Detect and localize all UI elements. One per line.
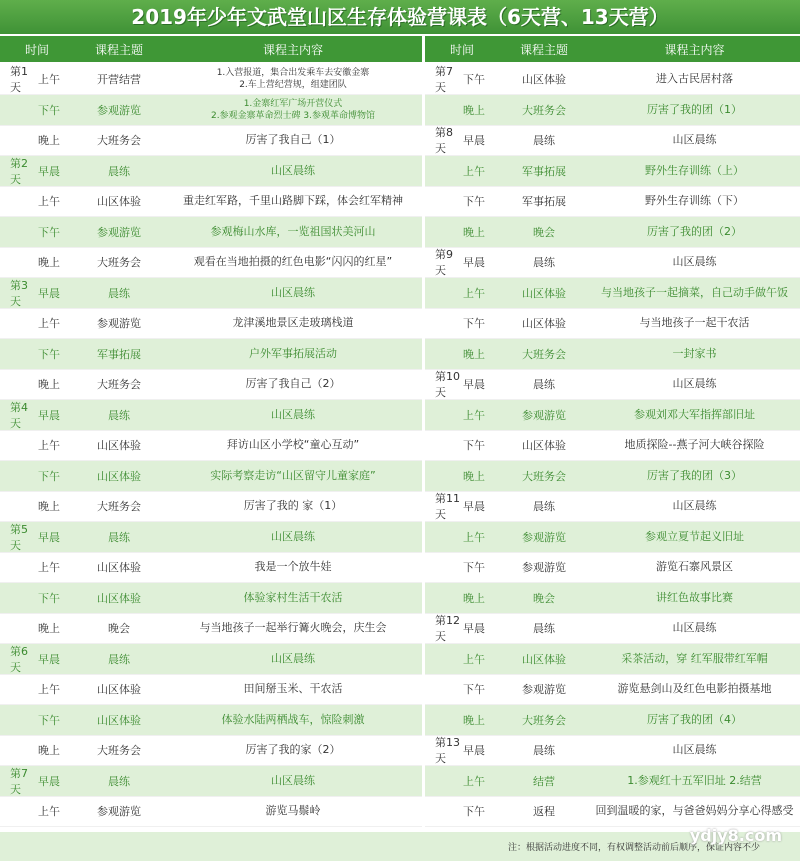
day-cell: 第6天 [10, 644, 28, 674]
time-cell: 晚上 [38, 256, 60, 269]
content-cell: 山区晨练 [672, 377, 717, 390]
table-row [0, 461, 422, 492]
time-cell: 上午 [463, 774, 485, 788]
content-cell: 1.参观红十五军旧址 2.结营 [627, 773, 762, 787]
content-cell: 厉害了我的团（1） [647, 102, 742, 116]
content-cell: 游览石寨风景区 [656, 560, 733, 573]
time-cell: 下午 [463, 683, 485, 696]
topic-cell: 大班务会 [522, 713, 566, 727]
time-cell: 下午 [38, 225, 60, 239]
content-cell: 地质探险--燕子河大峡谷探险 [624, 438, 765, 451]
time-cell: 早晨 [463, 256, 485, 269]
time-cell: 早晨 [38, 286, 60, 300]
content-cell: 山区晨练 [271, 285, 315, 299]
time-cell: 上午 [38, 317, 60, 330]
table-row [425, 339, 800, 370]
topic-cell: 晨练 [533, 256, 555, 269]
topic-cell: 晨练 [108, 652, 130, 666]
table-row [0, 125, 422, 156]
topic-cell: 山区体验 [522, 439, 566, 452]
content-cell: 1.金寨红军广场开营仪式 2.参观金寨革命烈士碑 3.参观革命博物馆 [210, 98, 376, 121]
topic-cell: 大班务会 [522, 469, 566, 483]
column-divider [422, 36, 425, 836]
table-row [425, 796, 800, 827]
topic-cell: 晨练 [108, 164, 130, 178]
header-topic: 课程主题 [519, 42, 568, 57]
topic-cell: 大班务会 [522, 103, 566, 117]
topic-cell: 晚会 [533, 225, 555, 239]
topic-cell: 晨练 [108, 530, 130, 544]
table-row [0, 430, 422, 461]
table-row [0, 796, 422, 827]
time-cell: 下午 [38, 713, 60, 727]
table-row [0, 766, 422, 797]
header-time: 时间 [24, 42, 49, 57]
topic-cell: 参观游览 [97, 103, 141, 117]
time-cell: 下午 [38, 347, 60, 361]
time-cell: 下午 [463, 561, 485, 574]
time-cell: 下午 [38, 103, 60, 117]
content-cell: 体验水陆两栖战车，惊险刺激 [221, 712, 365, 726]
time-cell: 晚上 [38, 134, 60, 147]
day-cell: 第2天 [10, 156, 28, 186]
table-row [425, 430, 800, 461]
time-cell: 上午 [38, 439, 60, 452]
topic-cell: 山区体验 [97, 469, 141, 483]
content-cell: 游览马鬃岭 [265, 804, 321, 817]
day-cell: 第7天 [435, 65, 453, 94]
table-row [425, 644, 800, 675]
table-row [0, 735, 422, 766]
content-cell: 讲红色故事比赛 [656, 590, 733, 604]
content-cell: 山区晨练 [672, 499, 717, 512]
header-topic: 课程主题 [94, 42, 143, 57]
footer-note: 注：根据活动进度不同，有权调整活动前后顺序，保证内容不少 [507, 843, 760, 853]
content-cell: 与当地孩子一起举行篝火晚会，庆生会 [199, 621, 387, 634]
content-cell: 户外军事拓展活动 [249, 346, 337, 360]
content-cell: 与当地孩子一起摘菜，自己动手做午饭 [601, 285, 788, 299]
table-row [425, 522, 800, 553]
content-cell: 参观梅山水库，一览祖国状美河山 [210, 224, 376, 238]
header-content: 课程主内容 [664, 42, 725, 57]
time-cell: 下午 [463, 195, 485, 208]
day-cell: 第4天 [10, 400, 28, 430]
day-cell: 第10天 [435, 370, 460, 399]
time-cell: 下午 [463, 73, 485, 86]
content-cell: 山区晨练 [271, 407, 315, 421]
time-cell: 早晨 [463, 378, 485, 391]
time-cell: 上午 [38, 195, 60, 208]
day-cell: 第9天 [435, 248, 453, 277]
content-cell: 体验家村生活干农活 [243, 590, 343, 604]
time-cell: 早晨 [38, 774, 60, 788]
table-row [0, 156, 422, 187]
topic-cell: 参观游览 [522, 683, 566, 696]
time-cell: 晚上 [38, 378, 60, 391]
table-row [0, 95, 422, 126]
table-row [0, 522, 422, 553]
table-row [0, 339, 422, 370]
table-row [425, 583, 800, 614]
time-cell: 上午 [463, 530, 485, 544]
content-cell: 山区晨练 [672, 133, 717, 146]
table-row [425, 247, 800, 278]
topic-cell: 大班务会 [97, 500, 141, 513]
content-cell: 与当地孩子一起干农活 [639, 316, 750, 329]
content-cell: 厉害了我的团（2） [647, 224, 742, 238]
day-cell: 第1天 [10, 65, 28, 94]
content-cell: 我是一个放牛娃 [254, 560, 332, 573]
content-cell: 一封家书 [672, 346, 717, 360]
time-cell: 下午 [38, 591, 60, 605]
day-cell: 第12天 [435, 614, 460, 643]
topic-cell: 晚会 [108, 622, 130, 635]
content-cell: 参观立夏节起义旧址 [645, 529, 744, 543]
day-cell: 第13天 [435, 736, 460, 765]
table-row [0, 583, 422, 614]
table-row [0, 247, 422, 278]
content-cell: 厉害了我的团（4） [647, 712, 742, 726]
table-row [0, 369, 422, 400]
time-cell: 早晨 [38, 164, 60, 178]
left-schedule-table [0, 64, 422, 830]
time-cell: 早晨 [463, 744, 485, 757]
time-cell: 上午 [463, 652, 485, 666]
time-cell: 早晨 [38, 652, 60, 666]
content-cell: 龙津溪地景区走玻璃栈道 [232, 316, 354, 329]
content-cell: 回到温暖的家，与爸爸妈妈分享心得感受 [595, 804, 794, 817]
time-cell: 晚上 [463, 469, 485, 483]
left-column-header [0, 36, 422, 62]
topic-cell: 大班务会 [97, 256, 141, 269]
table-row [0, 705, 422, 736]
topic-cell: 军事拓展 [522, 164, 566, 178]
content-cell: 厉害了我的家（2） [245, 743, 341, 756]
topic-cell: 山区体验 [97, 683, 141, 696]
topic-cell: 山区体验 [97, 591, 141, 605]
topic-cell: 返程 [533, 805, 555, 818]
topic-cell: 山区体验 [97, 713, 141, 727]
content-cell: 进入古民居村落 [656, 72, 733, 85]
topic-cell: 晨练 [108, 408, 130, 422]
table-row [0, 552, 422, 583]
time-cell: 晚上 [463, 347, 485, 361]
content-cell: 重走红军路，千里山路脚下踩，体会红军精神 [183, 194, 403, 207]
content-cell: 游览悬剑山及红色电影拍摄基地 [617, 682, 772, 695]
table-row [425, 95, 800, 126]
topic-cell: 大班务会 [97, 378, 141, 391]
topic-cell: 晨练 [108, 774, 130, 788]
topic-cell: 参观游览 [522, 561, 566, 574]
time-cell: 晚上 [463, 225, 485, 239]
time-cell: 下午 [463, 317, 485, 330]
table-row [425, 400, 800, 431]
time-cell: 下午 [463, 439, 485, 452]
topic-cell: 军事拓展 [522, 195, 566, 208]
topic-cell: 晨练 [533, 744, 555, 757]
time-cell: 早晨 [38, 408, 60, 422]
table-row [425, 613, 800, 644]
content-cell: 山区晨练 [672, 621, 717, 634]
table-row [425, 278, 800, 309]
table-row [425, 156, 800, 187]
day-cell: 第8天 [435, 126, 453, 155]
time-cell: 早晨 [463, 500, 485, 513]
day-cell: 第5天 [10, 522, 28, 552]
table-row [0, 217, 422, 248]
topic-cell: 大班务会 [522, 347, 566, 361]
table-row [0, 491, 422, 522]
day-cell: 第7天 [10, 766, 28, 796]
content-cell: 采茶活动，穿 红军服带红军帽 [621, 651, 768, 665]
time-cell: 晚上 [38, 744, 60, 757]
table-row [0, 674, 422, 705]
table-row [0, 613, 422, 644]
table-row [0, 186, 422, 217]
day-cell: 第11天 [435, 492, 460, 521]
content-cell: 野外生存训练（上） [645, 163, 744, 177]
day-cell: 第3天 [10, 278, 28, 308]
table-row [425, 369, 800, 400]
content-cell: 拜访山区小学校“童心互动” [226, 438, 360, 451]
time-cell: 晚上 [463, 103, 485, 117]
topic-cell: 晨练 [533, 134, 555, 147]
right-schedule-table [425, 64, 800, 830]
content-cell: 山区晨练 [271, 773, 315, 787]
table-row [425, 186, 800, 217]
table-row [425, 766, 800, 797]
topic-cell: 晨练 [533, 378, 555, 391]
time-cell: 上午 [38, 73, 60, 86]
topic-cell: 晨练 [108, 286, 130, 300]
topic-cell: 军事拓展 [97, 347, 141, 361]
topic-cell: 晨练 [533, 500, 555, 513]
topic-cell: 参观游览 [97, 317, 141, 330]
content-cell: 山区晨练 [271, 651, 315, 665]
time-cell: 晚上 [463, 713, 485, 727]
content-cell: 山区晨练 [672, 255, 717, 268]
topic-cell: 晚会 [533, 591, 555, 605]
content-cell: 田间掰玉米、干农活 [243, 682, 343, 695]
topic-cell: 山区体验 [97, 439, 141, 452]
time-cell: 上午 [463, 286, 485, 300]
page-title: 2019年少年文武堂山区生存体验营课表（6天营、13天营） [131, 5, 669, 29]
content-cell: 山区晨练 [672, 743, 717, 756]
table-row [425, 674, 800, 705]
time-cell: 上午 [38, 805, 60, 818]
watermark: ydjy8.com [689, 826, 782, 845]
topic-cell: 结营 [533, 774, 555, 788]
time-cell: 早晨 [463, 622, 485, 635]
time-cell: 下午 [463, 805, 485, 818]
topic-cell: 参观游览 [97, 805, 141, 818]
time-cell: 上午 [463, 408, 485, 422]
content-cell: 厉害了我自己（1） [245, 133, 341, 146]
table-row [0, 644, 422, 675]
topic-cell: 开营结营 [97, 73, 141, 86]
time-cell: 上午 [38, 683, 60, 696]
topic-cell: 山区体验 [522, 317, 566, 330]
content-cell: 1.入营报道，集合出发乘车去安徽金寨 2.车上营纪营规，组建团队 [216, 68, 370, 90]
table-row [425, 491, 800, 522]
content-cell: 实际考察走访“山区留守儿童家庭” [210, 468, 376, 482]
header-time: 时间 [449, 42, 474, 57]
topic-cell: 参观游览 [97, 225, 141, 239]
time-cell: 晚上 [38, 622, 60, 635]
time-cell: 早晨 [38, 530, 60, 544]
table-row [425, 64, 800, 95]
topic-cell: 大班务会 [97, 134, 141, 147]
topic-cell: 山区体验 [97, 561, 141, 574]
time-cell: 下午 [38, 469, 60, 483]
table-row [425, 461, 800, 492]
time-cell: 早晨 [463, 134, 485, 147]
right-column-header [425, 36, 800, 62]
topic-cell: 山区体验 [522, 73, 566, 86]
topic-cell: 晨练 [533, 622, 555, 635]
time-cell: 上午 [463, 164, 485, 178]
table-row [425, 552, 800, 583]
table-row [425, 705, 800, 736]
time-cell: 晚上 [38, 500, 60, 513]
table-row [0, 64, 422, 95]
topic-cell: 参观游览 [522, 408, 566, 422]
content-cell: 厉害了我的 家（1） [243, 499, 343, 512]
content-cell: 山区晨练 [271, 163, 315, 177]
content-cell: 观看在当地拍摄的红色电影“闪闪的红星” [193, 255, 393, 268]
table-row [425, 735, 800, 766]
topic-cell: 山区体验 [522, 652, 566, 666]
table-row [425, 125, 800, 156]
topic-cell: 参观游览 [522, 530, 566, 544]
content-cell: 厉害了我的团（3） [647, 468, 742, 482]
topic-cell: 大班务会 [97, 744, 141, 757]
content-cell: 厉害了我自己（2） [245, 377, 341, 390]
content-cell: 山区晨练 [271, 529, 315, 543]
content-cell: 参观刘邓大军指挥部旧址 [634, 407, 755, 421]
table-row [0, 278, 422, 309]
table-row [0, 308, 422, 339]
header-content: 课程主内容 [262, 42, 323, 57]
table-row [425, 308, 800, 339]
content-cell: 野外生存训练（下） [645, 194, 744, 207]
time-cell: 上午 [38, 561, 60, 574]
table-row [425, 217, 800, 248]
topic-cell: 山区体验 [522, 286, 566, 300]
table-row [0, 400, 422, 431]
topic-cell: 山区体验 [97, 195, 141, 208]
time-cell: 晚上 [463, 591, 485, 605]
